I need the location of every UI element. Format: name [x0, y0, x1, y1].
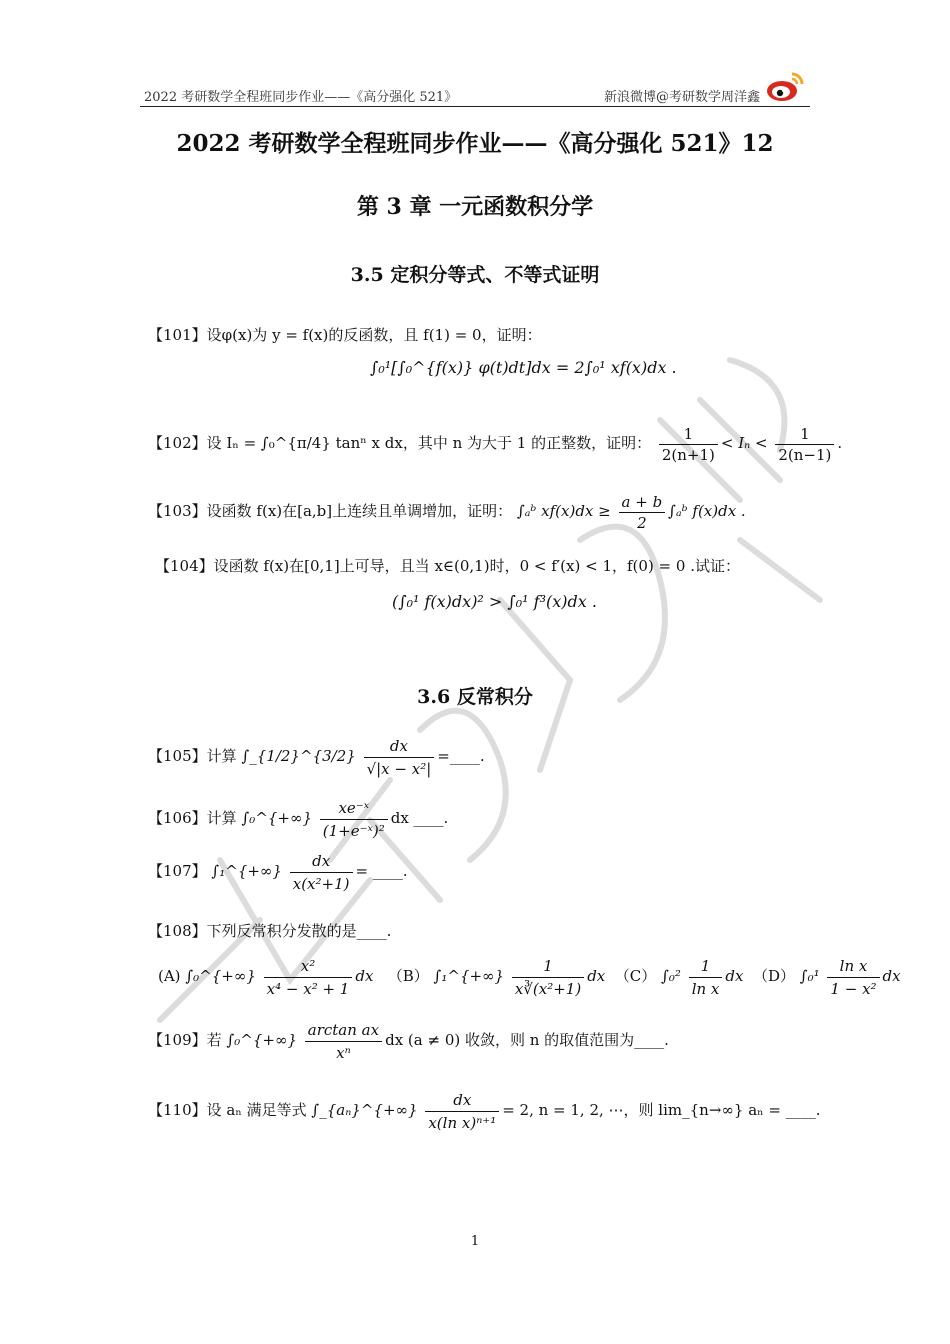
fraction-numerator: a + b [619, 492, 666, 513]
fraction-numerator: 1 [775, 424, 834, 445]
watermark-graphic [140, 300, 843, 1060]
problem-text-tail: = 2, n = 1, 2, ⋯，则 lim_{n→∞} aₙ = ____. [502, 1101, 821, 1119]
option-c-dx: dx [725, 967, 744, 985]
integral-sign: ∫₀^{+∞} [226, 1031, 297, 1049]
fraction-denominator: x⁴ − x² + 1 [266, 979, 350, 998]
header-left-text: 2022 考研数学全程班同步作业——《高分强化 521》 [144, 90, 458, 105]
problem-104 [155, 555, 740, 576]
problem-text: 计算 [206, 809, 237, 827]
fraction-denominator: 1 − x² [830, 979, 877, 998]
problem-text: 设φ(x)为 y = f(x)的反函数，且 f(1) = 0，证明： [206, 326, 542, 344]
problem-number: 【103】 [148, 502, 207, 520]
fraction-numerator: 1 [659, 424, 718, 445]
answer-blank: =____. [437, 747, 485, 765]
fraction-denominator: ln x [691, 979, 720, 998]
option-d-dx: dx [882, 967, 901, 985]
fraction-left [659, 424, 718, 465]
problem-number: 【106】 [148, 809, 207, 827]
problem-number: 【107】 [148, 862, 207, 880]
problem-number: 【104】 [155, 557, 214, 575]
fraction-numerator: 1 [689, 955, 723, 978]
fraction-denominator: 2(n−1) [778, 445, 832, 464]
main-title: 2022 考研数学全程班同步作业——《高分强化 521》12 [176, 130, 774, 157]
fraction-denominator: x(ln x)ⁿ⁺¹ [428, 1113, 497, 1132]
option-c-fraction [689, 955, 723, 1000]
fraction-numerator: arctan ax [305, 1019, 382, 1042]
option-c-label: （C） [614, 967, 657, 985]
problem-number: 【110】 [148, 1101, 207, 1119]
problem-103 [148, 488, 746, 534]
problem-107 [148, 845, 408, 897]
option-a-dx: dx [355, 967, 374, 985]
fraction-numerator: dx [290, 850, 353, 873]
option-d-integral: ∫₀¹ [799, 967, 820, 985]
formula-part-a: ∫ₐᵇ xf(x)dx ≥ [516, 502, 611, 520]
problem-text: 若 [206, 1031, 222, 1049]
problem-109 [148, 1014, 669, 1066]
sentence-end: . [837, 434, 843, 452]
fraction [320, 797, 388, 842]
fraction-numerator: dx [425, 1089, 499, 1112]
problem-text-tail: dx (a ≠ 0) 收敛，则 n 的取值范围为____. [385, 1031, 669, 1049]
answer-blank: dx ____. [390, 809, 449, 827]
option-b-integral: ∫₁^{+∞} [433, 967, 505, 985]
option-d-fraction [827, 955, 879, 1000]
problem-101 [148, 324, 542, 345]
fraction-numerator: xe⁻ˣ [320, 797, 388, 820]
problem-text: 计算 [206, 747, 237, 765]
fraction [425, 1089, 499, 1134]
fraction [619, 492, 666, 533]
header-right-text: 新浪微博@考研数学周洋鑫 [603, 90, 760, 105]
problem-text: 设 Iₙ = ∫₀^{π/4} tanⁿ x dx，其中 n 为大于 1 的正整数，证明： [206, 434, 652, 452]
chapter-title: 第 3 章 一元函数积分学 [356, 194, 594, 220]
option-c-integral: ∫₀² [661, 967, 681, 985]
fraction-denominator: x(x²+1) [292, 874, 350, 893]
fraction-numerator: x² [264, 955, 353, 978]
problem-108-options [158, 950, 901, 1002]
fraction-denominator: xⁿ [336, 1043, 351, 1062]
fraction-denominator: 2 [637, 513, 647, 532]
option-b-fraction [512, 955, 584, 1000]
page-number: 1 [470, 1234, 480, 1249]
problem-number: 【105】 [148, 747, 207, 765]
fraction-denominator: x∛(x²+1) [514, 979, 582, 998]
page-header [140, 72, 810, 107]
fraction-denominator: 2(n+1) [661, 445, 715, 464]
problem-number: 【109】 [148, 1031, 207, 1049]
integral-sign: ∫₁^{+∞} [211, 862, 282, 880]
section-title-3-6: 3.6 反常积分 [417, 686, 533, 708]
problem-110 [148, 1084, 821, 1136]
problem-number: 【108】 [148, 922, 207, 940]
option-a-label: (A) [158, 967, 181, 985]
option-d-label: （D） [752, 967, 796, 985]
problem-text: 设函数 f(x)在[0,1]上可导，且当 x∈(0,1)时，0 < f′(x) < 1，f(0) = 0 .试证： [213, 557, 740, 575]
section-title-3-5: 3.5 定积分等式、不等式证明 [350, 264, 600, 286]
problem-108 [148, 920, 391, 941]
problem-101-formula: ∫₀¹[∫₀^{f(x)} φ(t)dt]dx = 2∫₀¹ xf(x)dx . [370, 358, 677, 377]
answer-blank: = ____. [355, 862, 408, 880]
problem-102 [148, 418, 842, 468]
option-b-label: （B） [387, 967, 429, 985]
problem-text: 下列反常积分发散的是____. [206, 922, 392, 940]
fraction-numerator: ln x [827, 955, 879, 978]
integral-sign: ∫₀^{+∞} [241, 809, 312, 827]
problem-number: 【102】 [148, 434, 207, 452]
integral-sign: ∫_{1/2}^{3/2} [241, 747, 356, 765]
fraction [305, 1019, 382, 1064]
formula-part-b: ∫ₐᵇ f(x)dx . [668, 502, 746, 520]
inequality-middle: < Iₙ < [720, 434, 768, 452]
option-b-dx: dx [587, 967, 606, 985]
problem-105 [148, 730, 485, 782]
fraction [364, 735, 435, 780]
fraction-right [775, 424, 834, 465]
fraction-numerator: 1 [512, 955, 584, 978]
problem-106 [148, 792, 448, 844]
problem-text: 设函数 f(x)在[a,b]上连续且单调增加，证明： [206, 502, 513, 520]
problem-104-formula: (∫₀¹ f(x)dx)² > ∫₀¹ f³(x)dx . [392, 592, 597, 611]
problem-text: 设 aₙ 满足等式 [206, 1101, 307, 1119]
option-a-fraction [264, 955, 353, 1000]
fraction-numerator: dx [364, 735, 435, 758]
option-a-integral: ∫₀^{+∞} [185, 967, 256, 985]
fraction [290, 850, 353, 895]
integral-sign: ∫_{aₙ}^{+∞} [311, 1101, 418, 1119]
problem-number: 【101】 [148, 326, 207, 344]
fraction-denominator: √|x − x²| [366, 759, 432, 778]
weibo-logo-icon [764, 68, 806, 104]
fraction-denominator: (1+e⁻ˣ)² [322, 821, 385, 840]
